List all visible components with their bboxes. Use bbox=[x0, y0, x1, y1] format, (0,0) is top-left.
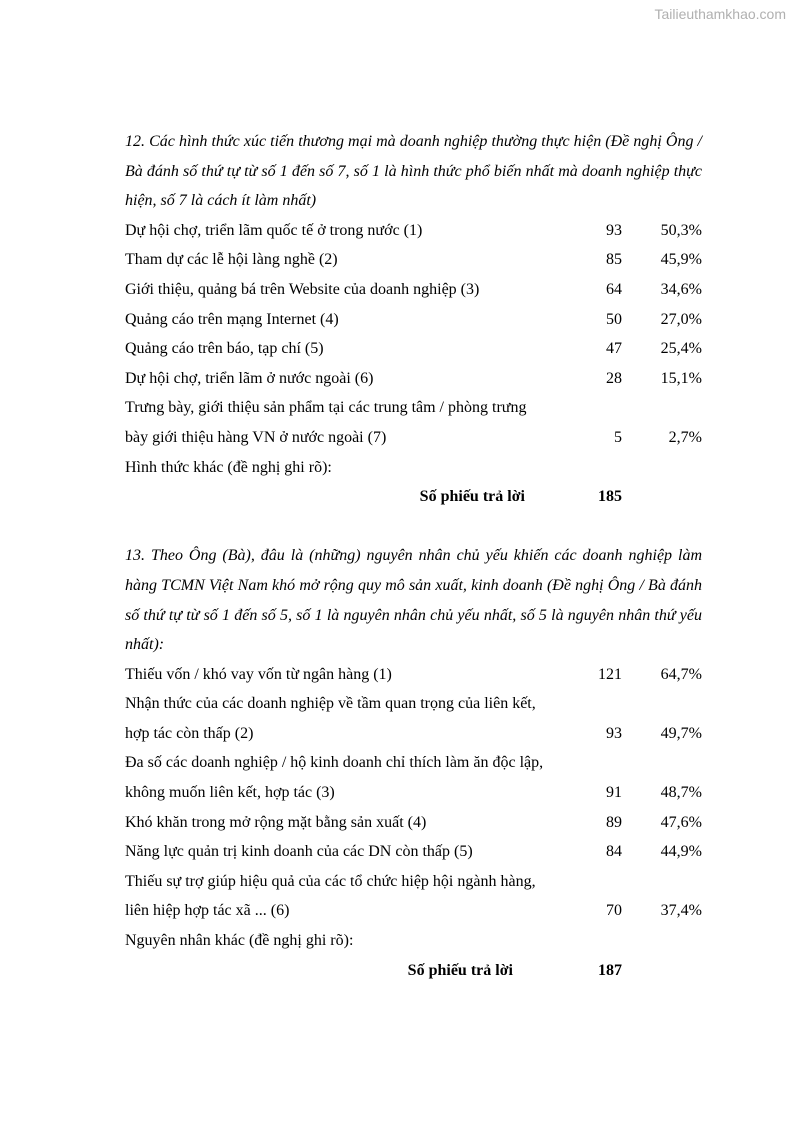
answer-percent: 49,7% bbox=[660, 724, 702, 742]
answer-count: 121 bbox=[598, 665, 622, 683]
answer-row bbox=[125, 393, 702, 452]
answer-row bbox=[125, 334, 702, 364]
answer-percent: 44,9% bbox=[660, 843, 702, 861]
answer-count: 85 bbox=[606, 251, 622, 269]
answer-count: 93 bbox=[606, 724, 622, 742]
document-body bbox=[125, 127, 702, 985]
answer-percent: 64,7% bbox=[660, 665, 702, 683]
answer-row bbox=[125, 275, 702, 305]
answer-percent: 45,9% bbox=[660, 251, 702, 269]
answer-text: Tham dự các lễ hội làng nghề (2) bbox=[125, 251, 338, 269]
total-value: 187 bbox=[598, 961, 622, 979]
answer-count: 84 bbox=[606, 843, 622, 861]
answer-count: 91 bbox=[606, 784, 622, 802]
section-spacer bbox=[125, 512, 702, 542]
answer-percent: 47,6% bbox=[660, 813, 702, 831]
answer-row bbox=[125, 245, 702, 275]
question-section-13 bbox=[125, 541, 702, 985]
answer-text: Dự hội chợ, triển lãm ở nước ngoài (6) bbox=[125, 369, 374, 387]
question-13-text: 13. Theo Ông (Bà), đâu là (những) nguyên nhân chủ yếu khiến các doanh nghiệp làm hàng TCMN Việt Nam khó mở rộng quy mô sản xuất, kinh doanh (Đề nghị Ông / Bà đánh số thứ tự từ số 1 đến số 5, số 1 là nguyên nhân chủ yếu nhất, số 5 là nguyên nhân thứ yếu nhất): bbox=[125, 547, 702, 654]
answer-text: Giới thiệu, quảng bá trên Website của doanh nghiệp (3) bbox=[125, 280, 480, 298]
answer-text: Đa số các doanh nghiệp / hộ kinh doanh chỉ thích làm ăn độc lập, không muốn liên kết, hợp tác (3) bbox=[125, 754, 544, 802]
answer-text: Thiếu vốn / khó vay vốn từ ngân hàng (1) bbox=[125, 665, 392, 683]
answer-text: Quảng cáo trên báo, tạp chí (5) bbox=[125, 340, 324, 358]
question-section-12 bbox=[125, 127, 702, 512]
answer-text: Thiếu sự trợ giúp hiệu quả của các tổ chức hiệp hội ngành hàng, liên hiệp hợp tác xã ... (6) bbox=[125, 872, 536, 920]
answer-percent: 25,4% bbox=[660, 340, 702, 358]
answer-percent: 27,0% bbox=[660, 310, 702, 328]
answer-row bbox=[125, 216, 702, 246]
total-row bbox=[125, 956, 702, 986]
answer-text: Hình thức khác (đề nghị ghi rõ): bbox=[125, 458, 332, 476]
answer-percent: 48,7% bbox=[660, 784, 702, 802]
answer-row bbox=[125, 748, 702, 807]
answer-text: Nhận thức của các doanh nghiệp về tầm quan trọng của liên kết, hợp tác còn thấp (2) bbox=[125, 695, 536, 742]
answer-percent: 50,3% bbox=[660, 221, 702, 239]
total-label: Số phiếu trả lời bbox=[407, 961, 513, 979]
answer-row bbox=[125, 689, 702, 748]
answer-row-other bbox=[125, 926, 702, 956]
answer-percent: 34,6% bbox=[660, 280, 702, 298]
answer-count: 5 bbox=[614, 428, 622, 446]
answer-percent: 15,1% bbox=[660, 369, 702, 387]
total-label: Số phiếu trả lời bbox=[419, 488, 525, 506]
answer-text: Quảng cáo trên mạng Internet (4) bbox=[125, 310, 339, 328]
answer-count: 89 bbox=[606, 813, 622, 831]
answer-text: Khó khăn trong mở rộng mặt bằng sản xuất (4) bbox=[125, 813, 427, 831]
answer-count: 93 bbox=[606, 221, 622, 239]
answer-row-other bbox=[125, 453, 702, 483]
question-12-text: 12. Các hình thức xúc tiến thương mại mà doanh nghiệp thường thực hiện (Đề nghị Ông / Bà đánh số thứ tự từ số 1 đến số 7, số 1 là hình thức phổ biến nhất mà doanh nghiệp thực hiện, số 7 là cách ít làm nhất) bbox=[125, 133, 702, 210]
answer-count: 28 bbox=[606, 369, 622, 387]
answer-row bbox=[125, 837, 702, 867]
answer-text: Nguyên nhân khác (đề nghị ghi rõ): bbox=[125, 932, 354, 950]
total-value: 185 bbox=[598, 488, 622, 506]
answer-text: Trưng bày, giới thiệu sản phẩm tại các trung tâm / phòng trưng bày giới thiệu hàng VN ở nước ngoài (7) bbox=[125, 399, 527, 446]
answer-count: 70 bbox=[606, 902, 622, 920]
answer-row bbox=[125, 808, 702, 838]
answer-row bbox=[125, 660, 702, 690]
answer-percent: 2,7% bbox=[668, 428, 702, 446]
total-row bbox=[125, 482, 702, 512]
answer-row bbox=[125, 305, 702, 335]
watermark: Tailieuthamkhao.com bbox=[654, 6, 786, 22]
answer-row bbox=[125, 867, 702, 926]
answer-count: 50 bbox=[606, 310, 622, 328]
answer-count: 47 bbox=[606, 340, 622, 358]
answer-row bbox=[125, 364, 702, 394]
answer-text: Năng lực quản trị kinh doanh của các DN còn thấp (5) bbox=[125, 843, 473, 861]
answer-count: 64 bbox=[606, 280, 622, 298]
answer-percent: 37,4% bbox=[660, 902, 702, 920]
answer-text: Dự hội chợ, triển lãm quốc tế ở trong nước (1) bbox=[125, 221, 423, 239]
